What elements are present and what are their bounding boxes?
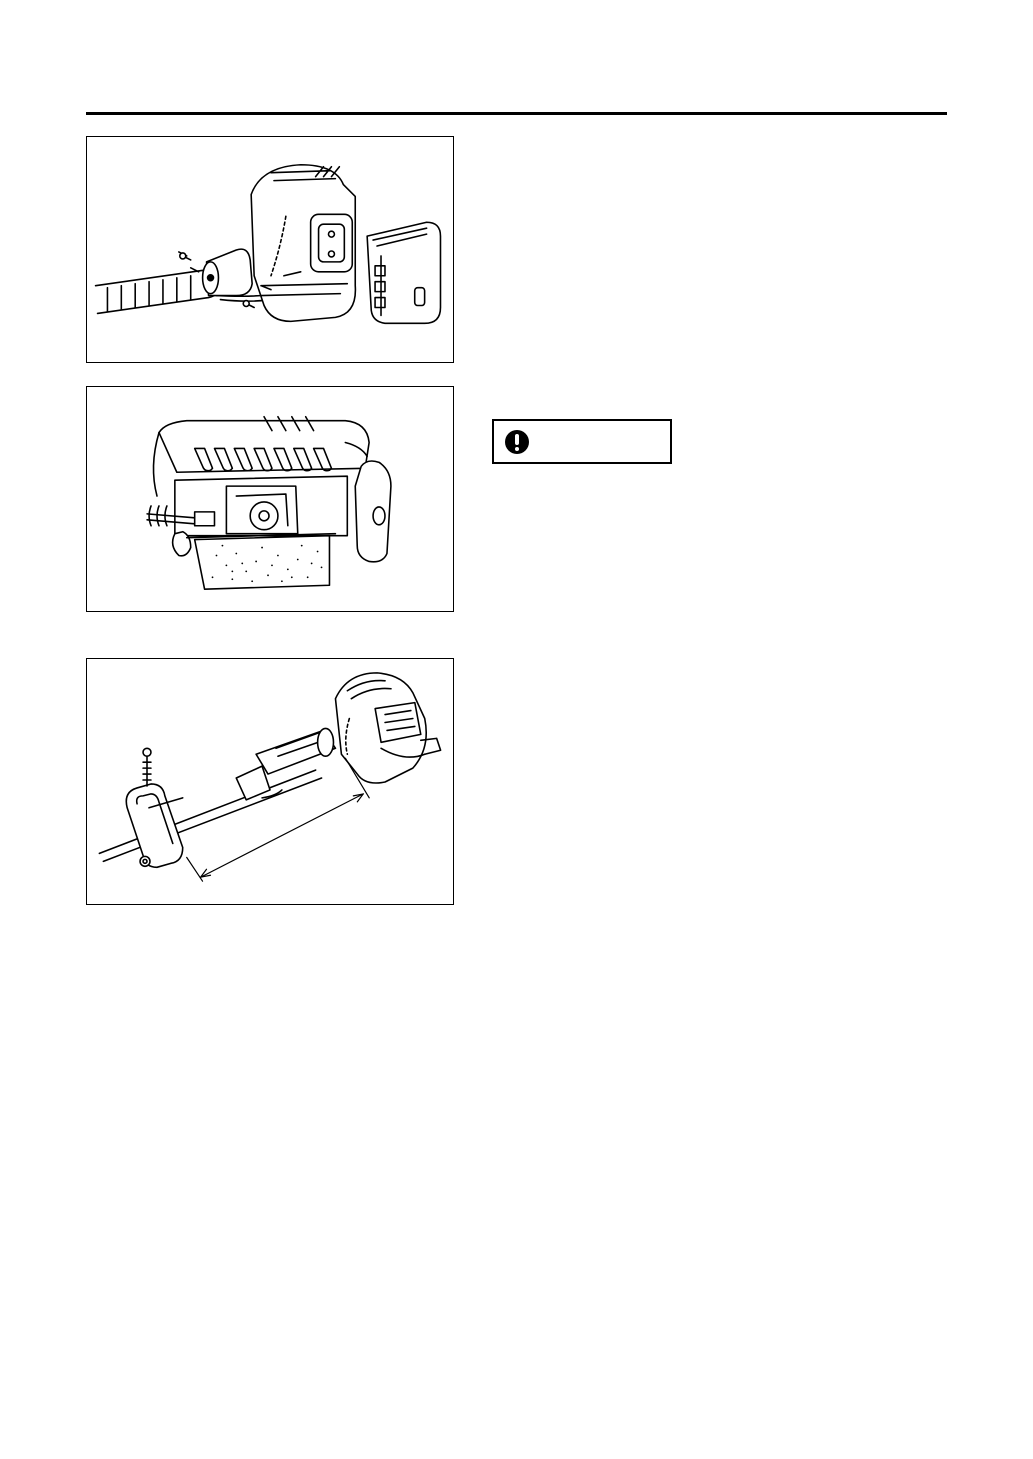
loop-handle-illustration [87,659,453,904]
figure-handle-removal [86,136,454,363]
header-rule [86,112,947,115]
handle-removal-illustration [87,137,453,362]
carburetor-linkage-illustration [87,387,453,611]
figure-loop-handle [86,658,454,905]
exclamation-icon [504,429,530,455]
figure-carburetor-linkage [86,386,454,612]
notice-box [492,419,672,464]
